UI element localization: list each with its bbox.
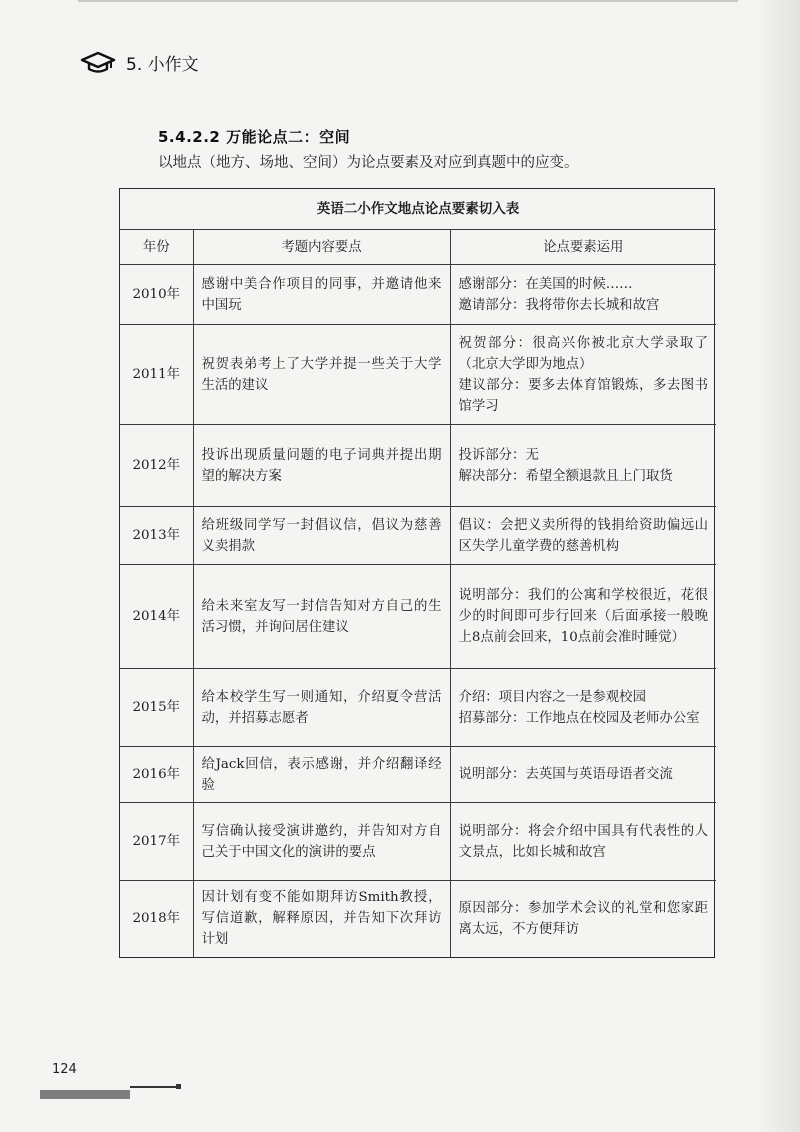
section-title: 5.4.2.2 万能论点二：空间 xyxy=(158,128,351,146)
page-shadow xyxy=(756,0,800,1132)
usage-cell xyxy=(450,425,716,507)
usage-line: 招募部分：工作地点在校园及老师办公室 xyxy=(458,710,700,726)
page-number: 124 xyxy=(52,1062,77,1077)
content-cell: 给本校学生写一则通知，介绍夏令营活动，并招募志愿者 xyxy=(193,669,450,747)
section-intro: 以地点（地方、场地、空间）为论点要素及对应到真题中的应变。 xyxy=(158,155,579,171)
column-header-usage: 论点要素运用 xyxy=(450,230,716,265)
content-cell: 因计划有变不能如期拜访Smith教授，写信道歉，解释原因，并告知下次拜访计划 xyxy=(193,881,450,957)
year-cell: 2010年 xyxy=(120,265,193,325)
year-cell: 2015年 xyxy=(120,669,193,747)
usage-cell: 倡议：会把义卖所得的钱捐给资助偏远山区失学儿童学费的慈善机构 xyxy=(450,507,716,565)
year-cell: 2012年 xyxy=(120,425,193,507)
topic-table xyxy=(119,188,715,958)
footer-bar xyxy=(40,1090,130,1099)
graduation-cap-icon xyxy=(80,50,116,74)
content-cell: 给Jack回信，表示感谢，并介绍翻译经验 xyxy=(193,747,450,803)
usage-line: 祝贺部分：很高兴你被北京大学录取了（北京大学即为地点） xyxy=(458,335,709,372)
content-cell: 感谢中美合作项目的同事，并邀请他来中国玩 xyxy=(193,265,450,325)
content-cell: 给未来室友写一封信告知对方自己的生活习惯，并询问居住建议 xyxy=(193,565,450,669)
table-row xyxy=(120,803,716,881)
year-cell: 2014年 xyxy=(120,565,193,669)
usage-cell xyxy=(450,325,716,425)
table-row xyxy=(120,507,716,565)
column-header-year: 年份 xyxy=(120,230,193,265)
footer-rule xyxy=(130,1086,178,1088)
usage-line: 解决部分：希望全额退款且上门取货 xyxy=(458,468,673,484)
content-cell: 写信确认接受演讲邀约，并告知对方自己关于中国文化的演讲的要点 xyxy=(193,803,450,881)
table-row xyxy=(120,325,716,425)
usage-cell xyxy=(450,669,716,747)
content-cell: 投诉出现质量问题的电子词典并提出期望的解决方案 xyxy=(193,425,450,507)
usage-line: 投诉部分：无 xyxy=(458,447,539,463)
footer-dot xyxy=(176,1084,181,1089)
table-caption: 英语二小作文地点论点要素切入表 xyxy=(120,189,716,230)
content-cell: 祝贺表弟考上了大学并提一些关于大学生活的建议 xyxy=(193,325,450,425)
table-row xyxy=(120,747,716,803)
year-cell: 2016年 xyxy=(120,747,193,803)
usage-line: 介绍：项目内容之一是参观校园 xyxy=(458,689,646,705)
table-row xyxy=(120,669,716,747)
usage-line: 感谢部分：在美国的时候…… xyxy=(458,276,633,292)
top-rule xyxy=(78,0,738,2)
year-cell: 2017年 xyxy=(120,803,193,881)
column-header-content: 考题内容要点 xyxy=(193,230,450,265)
chapter-header xyxy=(80,48,199,76)
table-row xyxy=(120,265,716,325)
chapter-title: 5. 小作文 xyxy=(126,54,199,75)
year-cell: 2018年 xyxy=(120,881,193,957)
usage-cell: 说明部分：将会介绍中国具有代表性的人文景点，比如长城和故宫 xyxy=(450,803,716,881)
usage-line: 建议部分：要多去体育馆锻炼，多去图书馆学习 xyxy=(458,377,709,414)
content-cell: 给班级同学写一封倡议信，倡议为慈善义卖捐款 xyxy=(193,507,450,565)
usage-cell: 原因部分：参加学术会议的礼堂和您家距离太远，不方便拜访 xyxy=(450,881,716,957)
usage-cell: 说明部分：我们的公寓和学校很近，花很少的时间即可步行回来（后面承接一般晚上8点前会回来，10点前会准时睡觉） xyxy=(450,565,716,669)
table-row xyxy=(120,425,716,507)
table-row xyxy=(120,565,716,669)
year-cell: 2011年 xyxy=(120,325,193,425)
table-row xyxy=(120,881,716,957)
usage-cell: 说明部分：去英国与英语母语者交流 xyxy=(450,747,716,803)
year-cell: 2013年 xyxy=(120,507,193,565)
usage-cell xyxy=(450,265,716,325)
usage-line: 邀请部分：我将带你去长城和故宫 xyxy=(458,297,660,313)
